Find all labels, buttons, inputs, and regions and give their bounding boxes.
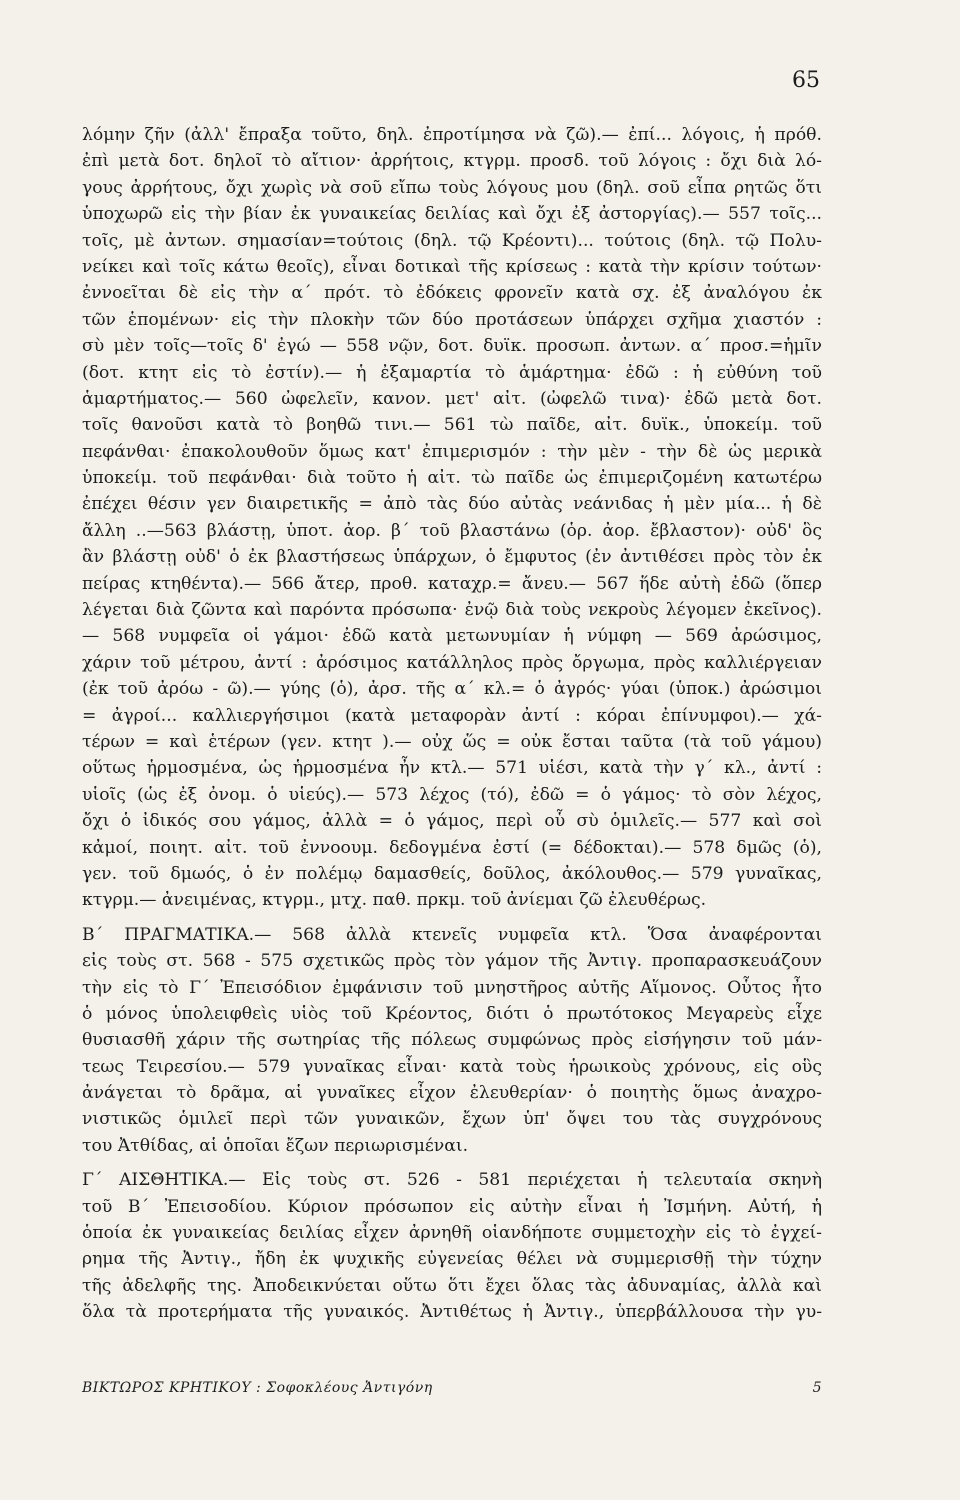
text-line: χάριν τοῦ μέτρου, ἀντί : ἀρόσιμος κατάλληλος πρὸς ὄργωμα, πρὸς καλλιέργειαν <box>82 652 822 673</box>
text-line: ὁποία ἐκ γυναικείας δειλίας εἶχεν ἀρνηθῆ οἱανδήποτε συμμετοχὴν εἰς τὸ ἐγχεί- <box>82 1223 822 1244</box>
text-line: ὑποκείμ. τοῦ πεφάνθαι· διὰ τοῦτο ἡ αἰτ. τὼ παῖδε ὡς ἐπιμεριζομένη κατωτέρω <box>82 468 822 489</box>
section-heading-aisthitika: Γ΄ ΑΙΣΘΗΤΙΚΑ.— Εἰς τοὺς στ. 526 - 581 περιέχεται ἡ τελευταία σκηνὴ <box>82 1170 822 1191</box>
text-line: ἂν βλάστῃ οὐδ' ὁ ἐκ βλαστήσεως ὑπάρχων, ὁ ἔμφυτος (ἐν ἀντιθέσει πρὸς τὸν ἐκ <box>82 547 822 568</box>
text-line: λόμην ζῆν (ἀλλ' ἔπραξα τοῦτο, δηλ. ἐπροτίμησα νὰ ζῶ).— ἐπί... λόγοις, ἡ πρόθ. <box>82 125 822 145</box>
text-line: ἀνάγεται τὸ δρᾶμα, αἱ γυναῖκες εἶχον ἐλευθερίαν· ὁ ποιητὴς ὅμως ἀναχρο- <box>82 1083 822 1104</box>
body-text <box>82 122 822 1326</box>
text-line: ρημα τῆς Ἀντιγ., ἤδη ἐκ ψυχικῆς εὐγενείας θέλει νὰ συμμερισθῇ τὴν τύχην <box>82 1249 822 1270</box>
text-line: γους ἀρρήτους, ὄχι χωρὶς νὰ σοῦ εἴπω τοὺς λόγους μου (δηλ. σοῦ εἶπα ρητῶς ὅτι <box>82 177 822 198</box>
text-line: πεφάνθαι· ἐπακολουθοῦν ὅμως κατ' ἐπιμερισμόν : τὴν μὲν - τὴν δὲ ὡς μερικὰ <box>82 441 822 462</box>
text-line: τὴν εἰς τὸ Γ΄ Ἐπεισόδιον ἐμφάνισιν τοῦ μνηστῆρος αὐτῆς Αἵμονος. Οὗτος ἦτο <box>82 977 822 998</box>
footer-author-title: ΒΙΚΤΩΡΟΣ ΚΡΗΤΙΚΟΥ : Σοφοκλέους Ἀντιγόνη <box>82 1380 433 1396</box>
text-line: ἐννοεῖται δὲ εἰς τὴν α΄ πρότ. τὸ ἐδόκεις φρονεῖν κατὰ σχ. ἐξ ἀναλόγου ἐκ <box>82 283 822 304</box>
text-line: ἐπὶ μετὰ δοτ. δηλοῖ τὸ αἴτιον· ἀρρήτοις, κτγρμ. προσδ. τοῦ λόγοις : ὄχι διὰ λό- <box>82 151 822 172</box>
text-line: (ἐκ τοῦ ἀρόω - ῶ).— γύης (ὁ), ἀρσ. τῆς α΄ κλ.= ὁ ἀγρός· γύαι (ὑποκ.) ἀρώσιμοι <box>82 679 822 700</box>
page-number: 65 <box>792 68 820 93</box>
text-line: ὄχι ὁ ἰδικός σου γάμος, ἀλλὰ = ὁ γάμος, περὶ οὗ σὺ ὁμιλεῖς.— 577 καὶ σοὶ <box>82 811 822 832</box>
text-line: πείρας κτηθέντα).— 566 ἄτερ, προθ. καταχρ.= ἄνευ.— 567 ἥδε αὐτὴ ἐδῶ (ὅπερ <box>82 573 822 594</box>
text-line: κἀμοί, ποιητ. αἰτ. τοῦ ἐννοουμ. δεδογμένα ἐστί (= δέδοκται).— 578 δμῶς (ὁ), <box>82 837 822 858</box>
text-line: γεν. τοῦ δμωός, ὁ ἐν πολέμῳ δαμασθείς, δοῦλος, ἀκόλουθος.— 579 γυναῖκας, <box>82 863 822 884</box>
text-line: οὕτως ἡρμοσμένα, ὡς ἡρμοσμένα ἦν κτλ.— 571 υἱέσι, κατὰ τὴν γ΄ κλ., ἀντί : <box>82 758 822 779</box>
text-line: σὺ μὲν τοῖς—τοῖς δ' ἐγώ — 558 νῷν, δοτ. δυϊκ. προσωπ. ἀντων. α΄ προσ.=ἡμῖν <box>82 336 822 357</box>
text-line: = ἀγροί... καλλιεργήσιμοι (κατὰ μεταφορὰν ἀντί : κόραι ἐπίνυμφοι).— χά- <box>82 705 822 726</box>
text-line: λέγεται διὰ ζῶντα καὶ παρόντα πρόσωπα· ἐνῷ διὰ τοὺς νεκροὺς λέγομεν ἐκεῖνος). <box>82 600 822 621</box>
text-line: ὁ μόνος ὑπολειφθεὶς υἱὸς τοῦ Κρέοντος, διότι ὁ πρωτότοκος Μεγαρεὺς εἶχε <box>82 1003 822 1024</box>
section-heading-pragmatika: Β΄ ΠΡΑΓΜΑΤΙΚΑ.— 568 ἀλλὰ κτενεῖς νυμφεῖα κτλ. Ὅσα ἀναφέρονται <box>82 924 822 945</box>
footer-signature-mark: 5 <box>812 1380 822 1396</box>
text-line: τοῦ Β΄ Ἐπεισοδίου. Κύριον πρόσωπον εἰς αὐτὴν εἶναι ἡ Ἰσμήνη. Αὐτή, ἡ <box>82 1196 822 1217</box>
text-line: εἰς τοὺς στ. 568 - 575 σχετικῶς πρὸς τὸν γάμον τῆς Ἀντιγ. προπαρασκευάζουν <box>82 951 822 972</box>
text-line: ὑποχωρῶ εἰς τὴν βίαν ἐκ γυναικείας δειλίας καὶ ὄχι ἐξ ἀστοργίας).— 557 τοῖς... <box>82 204 822 225</box>
text-line: κτγρμ.— ἀνειμένας, κτγρμ., μτχ. παθ. πρκμ. τοῦ ἀνίεμαι ζῶ ἐλευθέρως. <box>82 890 707 911</box>
text-line: τέρων = καὶ ἑτέρων (γεν. κτητ ).— οὐχ ὥς = οὐκ ἔσται ταῦτα (τὰ τοῦ γάμου) <box>82 731 822 752</box>
text-line: νιστικῶς ὁμιλεῖ περὶ τῶν γυναικῶν, ἔχων ὑπ' ὄψει του τὰς συγχρόνους <box>82 1109 822 1130</box>
text-line: υἱοῖς (ὡς ἐξ ὀνομ. ὁ υἱεύς).— 573 λέχος (τό), ἐδῶ = ὁ γάμος· τὸ σὸν λέχος, <box>82 784 822 805</box>
text-line: ἁμαρτήματος.— 560 ὠφελεῖν, κανον. μετ' αἰτ. (ὠφελῶ τινα)· ἐδῶ μετὰ δοτ. <box>82 388 822 409</box>
text-line: ὅλα τὰ προτερήματα τῆς γυναικός. Ἀντιθέτως ἡ Ἀντιγ., ὑπερβάλλουσα τὴν γυ- <box>82 1302 822 1323</box>
text-line: του Ἀτθίδας, αἱ ὁποῖαι ἔζων περιωρισμέναι. <box>82 1135 469 1156</box>
text-line: (δοτ. κτητ εἰς τὸ ἐστίν).— ἡ ἐξαμαρτία τὸ ἁμάρτημα· ἐδῶ : ἡ εὐθύνη τοῦ <box>82 362 822 383</box>
text-line: — 568 νυμφεῖα οἱ γάμοι· ἐδῶ κατὰ μετωνυμίαν ἡ νύμφη — 569 ἀρώσιμος, <box>82 626 822 647</box>
text-line: τῶν ἑπομένων· εἰς τὴν πλοκὴν τῶν δύο προτάσεων ὑπάρχει σχῆμα χιαστόν : <box>82 309 822 330</box>
text-line: ἄλλη ..—563 βλάστῃ, ὑποτ. ἀορ. β΄ τοῦ βλαστάνω (ὁρ. ἀορ. ἔβλαστον)· οὐδ' ὃς <box>82 520 822 541</box>
page-footer <box>82 1380 822 1396</box>
text-line: τοῖς, μὲ ἀντων. σημασίαν=τούτοις (δηλ. τῷ Κρέοντι)... τούτοις (δηλ. τῷ Πολυ- <box>82 230 822 251</box>
text-line: τῆς ἀδελφῆς της. Ἀποδεικνύεται οὕτω ὅτι ἔχει ὅλας τὰς ἀδυναμίας, ἀλλὰ καὶ <box>82 1275 822 1296</box>
text-line: τεως Τειρεσίου.— 579 γυναῖκας εἶναι· κατὰ τοὺς ἡρωικοὺς χρόνους, εἰς οὓς <box>82 1056 822 1077</box>
text-line: τοῖς θανοῦσι κατὰ τὸ βοηθῶ τινι.— 561 τὼ παῖδε, αἰτ. δυϊκ., ὑποκείμ. τοῦ <box>82 415 822 436</box>
text-line: νείκει καὶ τοῖς κάτω θεοῖς), εἶναι δοτικαὶ τῆς κρίσεως : κατὰ τὴν κρίσιν τούτων· <box>82 256 822 277</box>
text-line: ἐπέχει θέσιν γεν διαιρετικῆς = ἀπὸ τὰς δύο αὐτὰς νεάνιδας ἡ μὲν μία... ἡ δὲ <box>82 494 822 515</box>
text-line: θυσιασθῆ χάριν τῆς σωτηρίας τῆς πόλεως συμφώνως πρὸς εἰσήγησιν τοῦ μάν- <box>82 1030 822 1051</box>
